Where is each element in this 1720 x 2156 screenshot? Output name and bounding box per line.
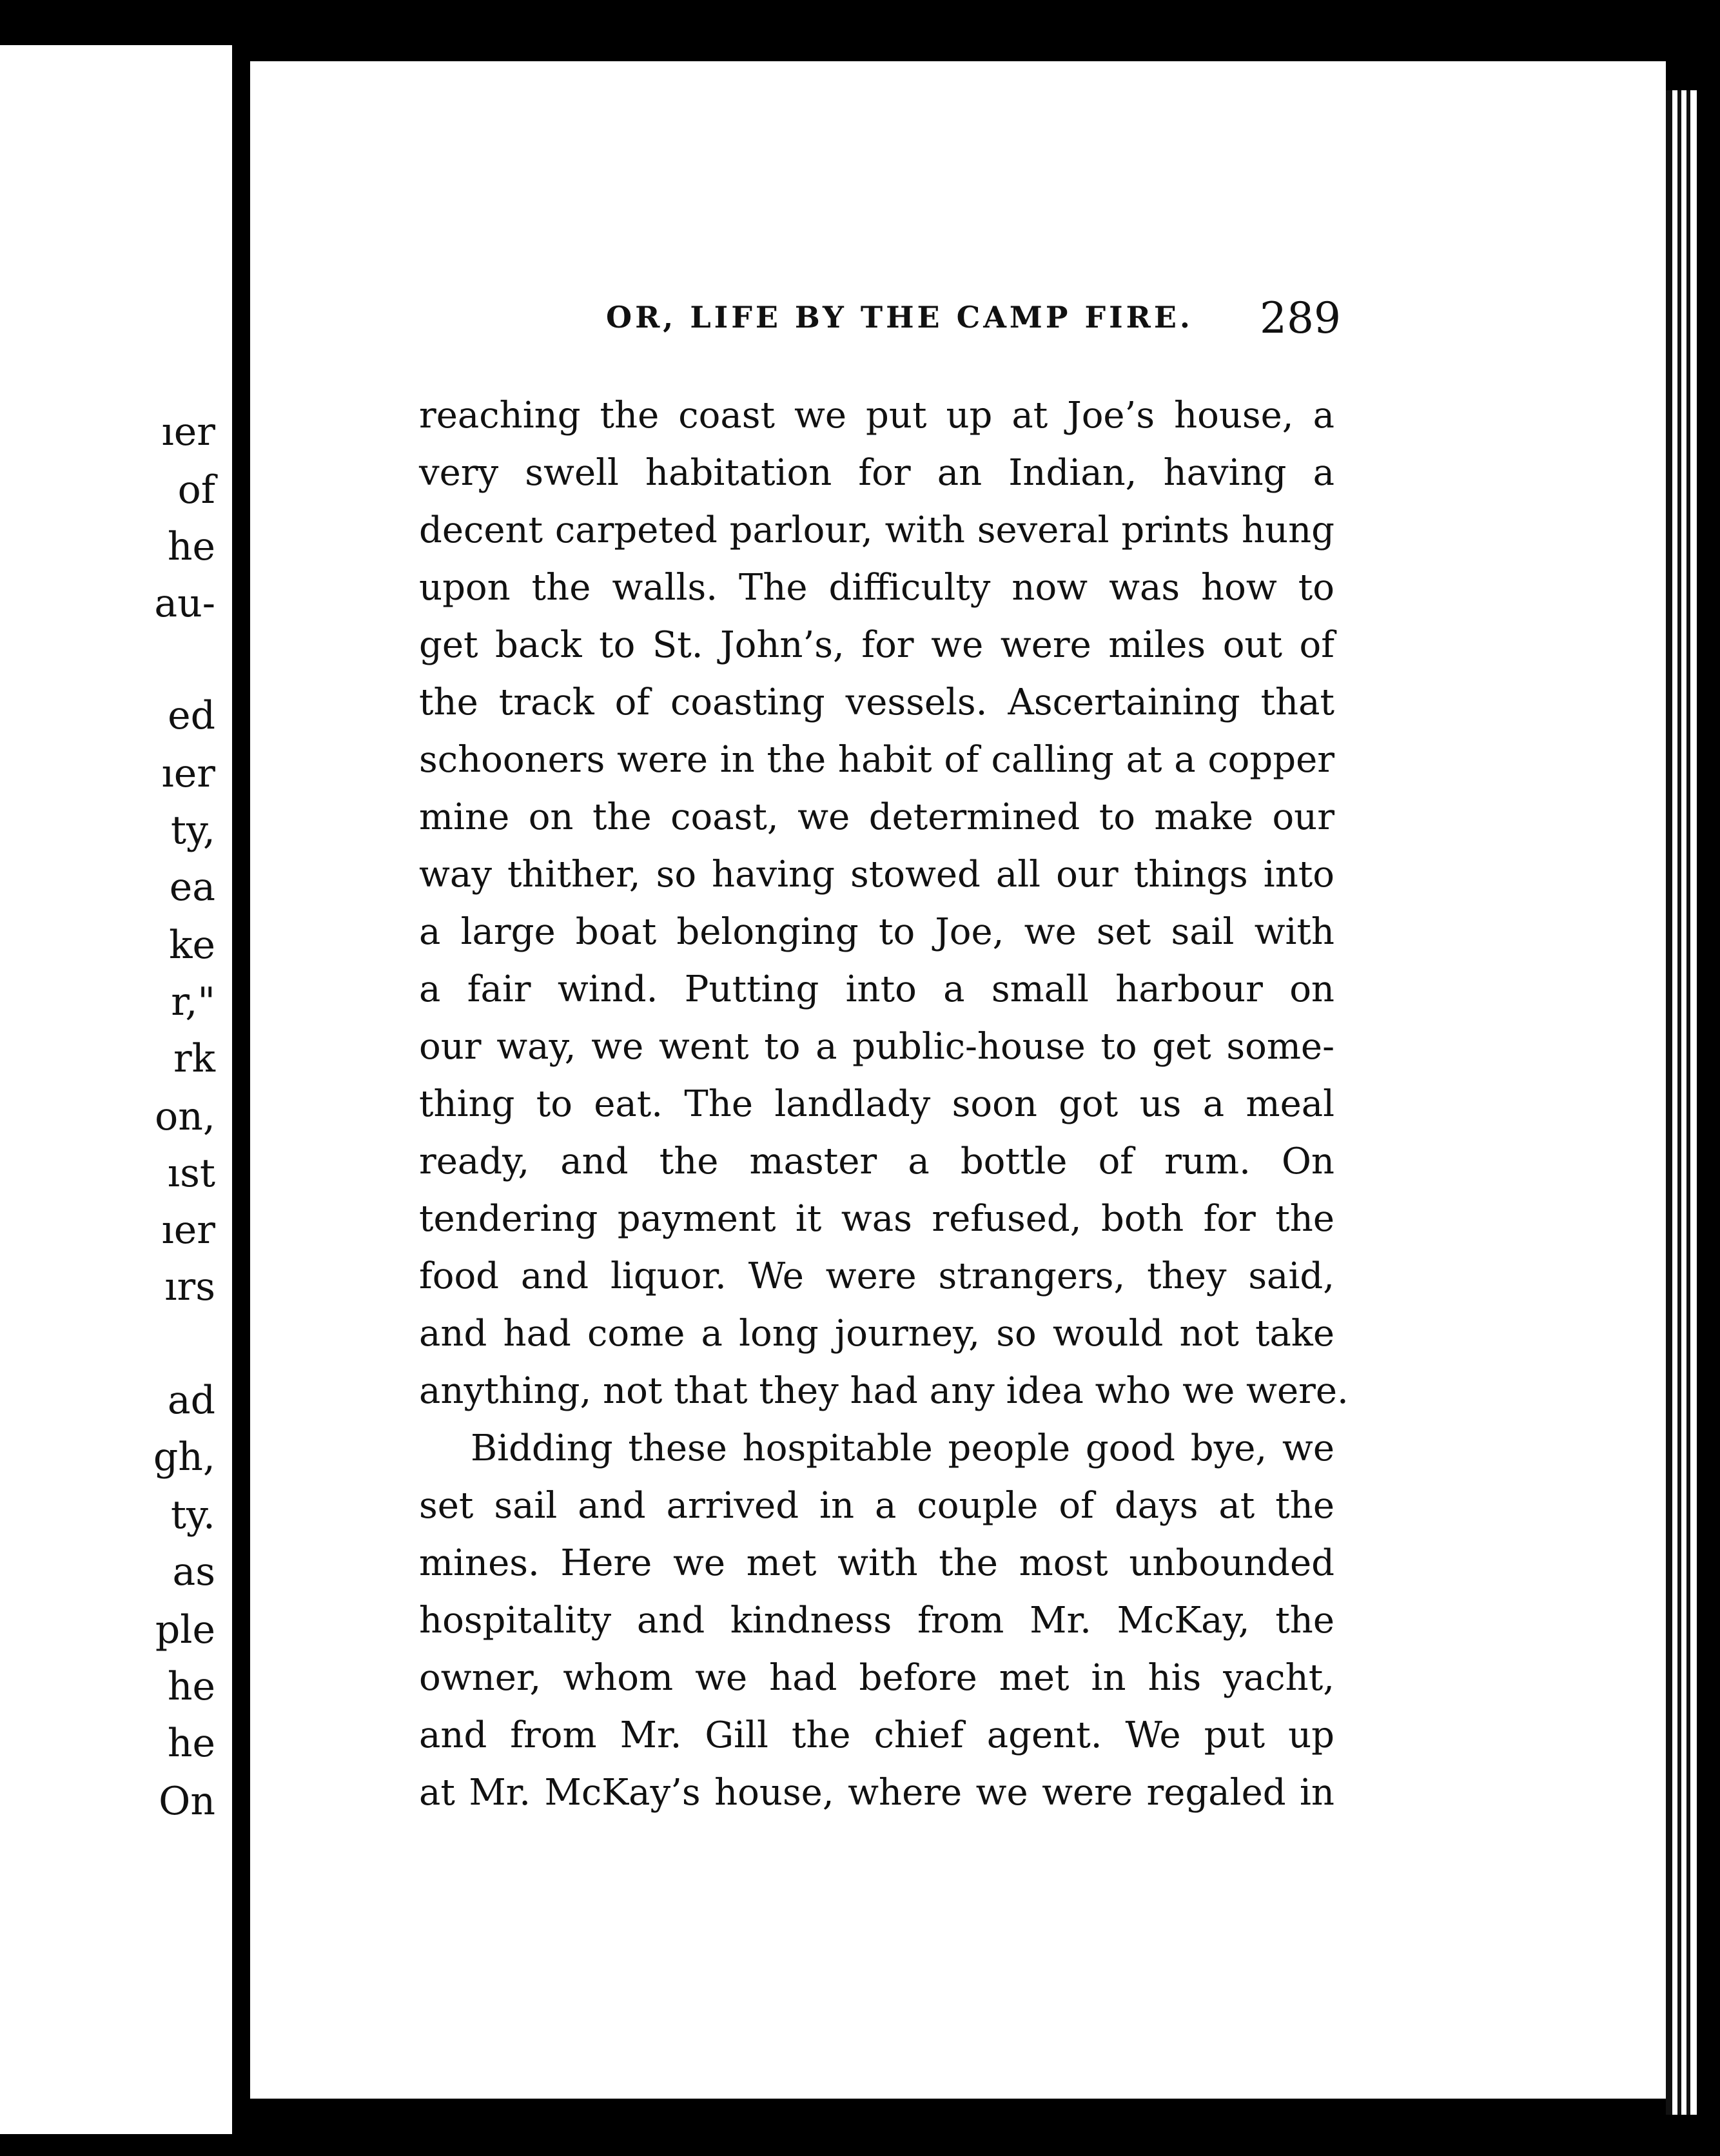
text-line: a fair wind. Putting into a small harbour on — [419, 968, 1334, 1010]
left-fragment: as — [172, 1549, 215, 1594]
left-fragment: of — [177, 467, 215, 513]
left-fragment: ty, — [170, 808, 215, 853]
text-line: and from Mr. Gill the chief agent. We put up — [419, 1714, 1334, 1756]
left-fragment: ıer — [161, 751, 215, 796]
text-line: get back to St. John’s, for we were miles out of — [419, 624, 1334, 666]
left-fragment: ad — [167, 1378, 215, 1423]
left-fragment: ea — [169, 865, 215, 910]
text-line: decent carpeted parlour, with several prints hung — [419, 509, 1334, 551]
text-line: Bidding these hospitable people good bye, we — [471, 1427, 1334, 1469]
left-fragment: ıer — [161, 409, 215, 455]
text-line: at Mr. McKay’s house, where we were regaled in — [419, 1772, 1334, 1814]
text-line: schooners were in the habit of calling at a copper — [419, 739, 1334, 781]
body-text — [419, 387, 1349, 1821]
text-line: food and liquor. We were strangers, they said, — [419, 1255, 1334, 1297]
page-header — [606, 293, 1341, 345]
running-head: OR, LIFE BY THE CAMP FIRE. — [606, 300, 1193, 335]
left-fragment: au- — [154, 581, 215, 626]
text-line: hospitality and kindness from Mr. McKay, the — [419, 1600, 1334, 1642]
left-fragment: he — [167, 524, 215, 569]
left-fragment: on, — [155, 1094, 215, 1139]
page-number: 289 — [1260, 293, 1341, 343]
text-line: upon the walls. The difficulty now was how to — [419, 567, 1334, 609]
left-fragment: ple — [155, 1607, 215, 1652]
text-line: reaching the coast we put up at Joe’s house, a — [419, 395, 1334, 436]
book-gutter — [232, 0, 250, 2156]
left-fragment: ke — [169, 923, 215, 968]
text-line: owner, whom we had before met in his yacht, — [419, 1657, 1334, 1699]
text-line: ready, and the master a bottle of rum. On — [419, 1141, 1334, 1182]
page-edge — [1666, 90, 1672, 2115]
text-line: set sail and arrived in a couple of days at the — [419, 1485, 1334, 1527]
text-line: a large boat belonging to Joe, we set sail with — [419, 911, 1334, 953]
text-line: the track of coasting vessels. Ascertaining that — [419, 681, 1334, 723]
left-fragment: ed — [168, 693, 215, 738]
left-fragment: ıst — [167, 1151, 215, 1196]
text-line: very swell habitation for an Indian, having a — [419, 452, 1334, 494]
left-fragment: ty. — [170, 1493, 215, 1538]
left-fragment: r," — [171, 979, 215, 1024]
page-edge — [1672, 90, 1677, 2115]
text-line: way thither, so having stowed all our things into — [419, 854, 1334, 896]
text-line: mines. Here we met with the most unbounded — [419, 1542, 1334, 1584]
left-fragment: rk — [173, 1036, 215, 1081]
text-line: thing to eat. The landlady soon got us a meal — [419, 1083, 1334, 1125]
text-line: anything, not that they had any idea who we were. — [419, 1370, 1349, 1412]
left-fragment: On — [159, 1779, 215, 1824]
text-line: our way, we went to a public-house to get some- — [419, 1026, 1334, 1068]
text-line: mine on the coast, we determined to make our — [419, 796, 1334, 838]
page-edge — [1681, 90, 1686, 2115]
left-fragment: ıer — [161, 1208, 215, 1253]
paragraph — [419, 387, 1349, 1420]
text-line: tendering payment it was refused, both for the — [419, 1198, 1334, 1240]
text-line: and had come a long journey, so would not take — [419, 1313, 1334, 1355]
previous-page-fragment — [0, 45, 232, 2134]
left-fragment: he — [167, 1664, 215, 1709]
page-edge — [1690, 90, 1697, 2115]
left-fragment: he — [167, 1721, 215, 1766]
left-fragment: ırs — [164, 1264, 215, 1309]
paragraph — [419, 1420, 1334, 1821]
left-fragment: gh, — [153, 1435, 215, 1480]
